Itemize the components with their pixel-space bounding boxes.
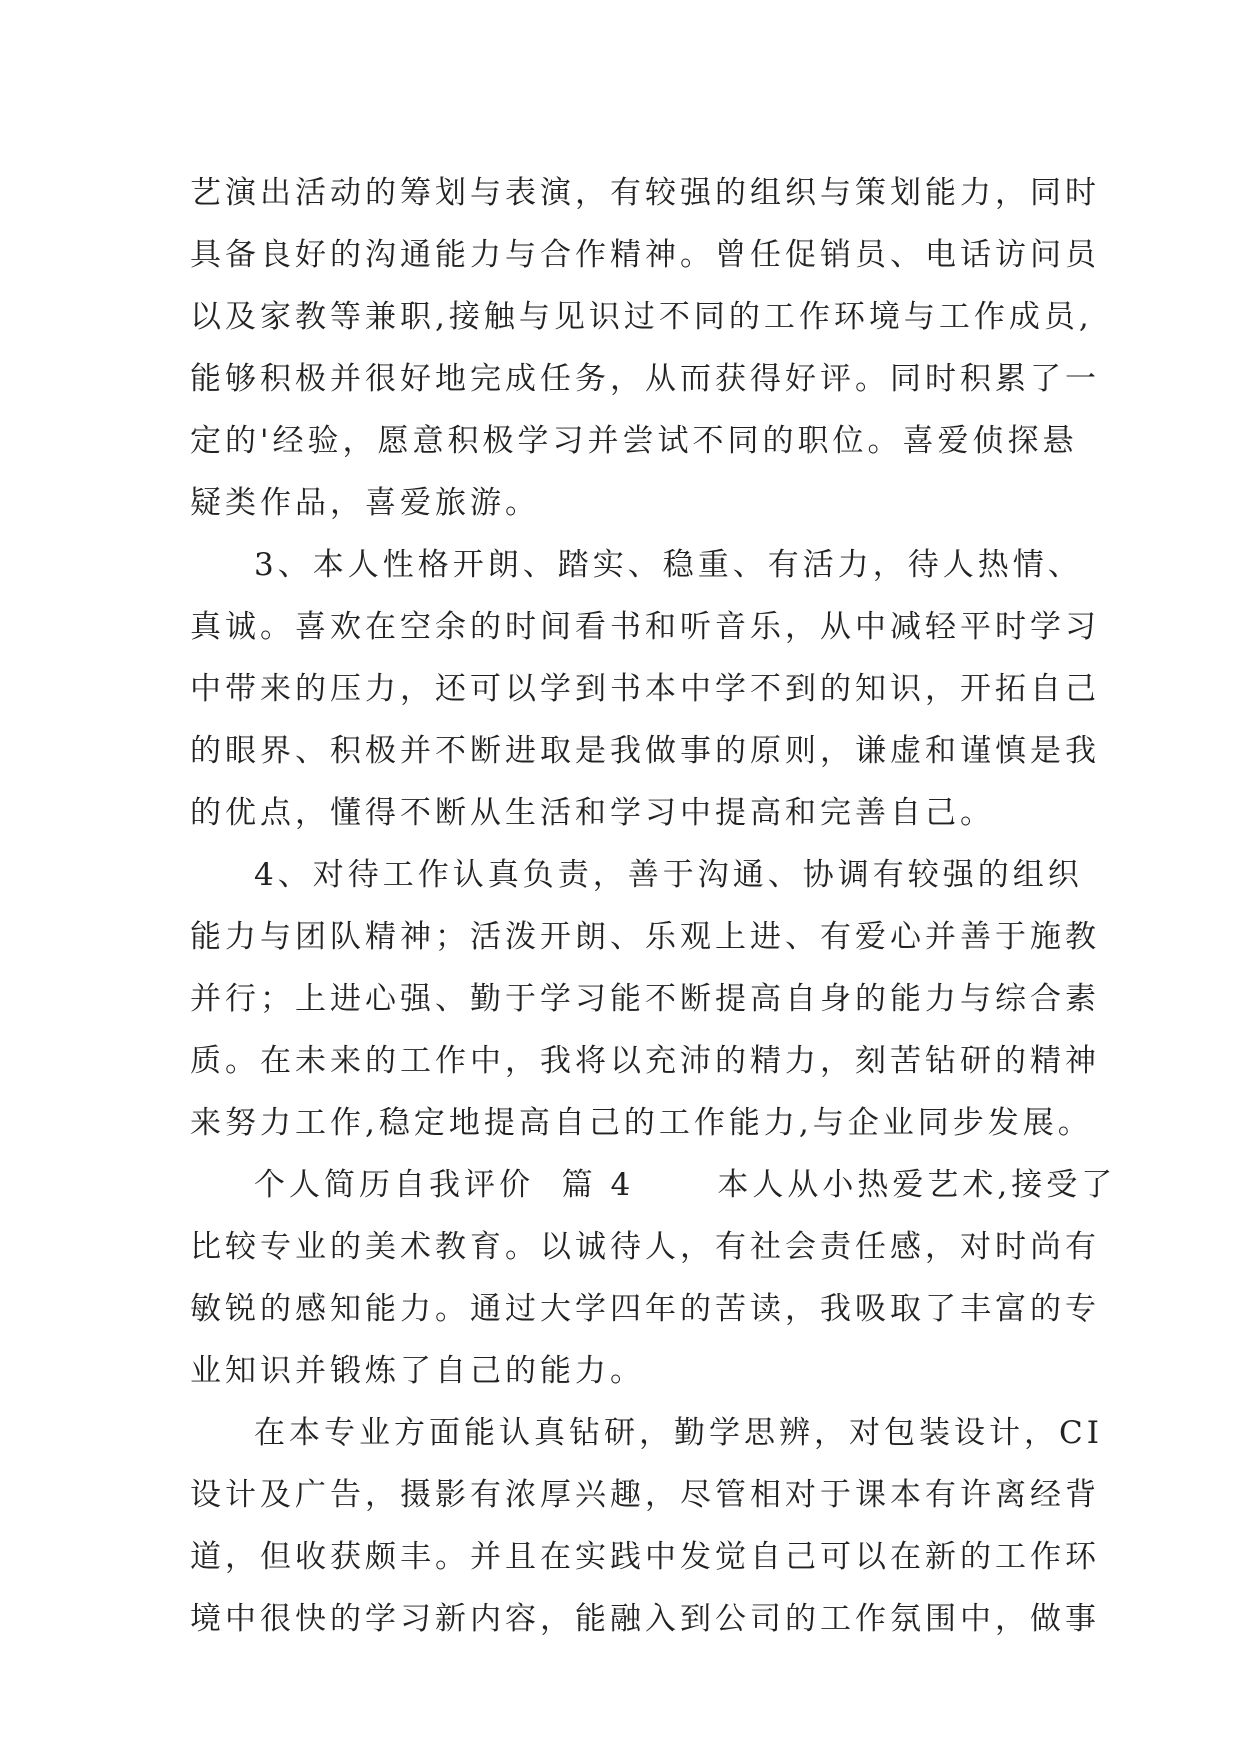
text-line: 敏锐的感知能力。通过大学四年的苦读，我吸取了丰富的专: [190, 1291, 1100, 1327]
text-line: 定的'经验，愿意积极学习并尝试不同的职位。喜爱侦探悬: [190, 423, 1078, 459]
text-line: 境中很快的学习新内容，能融入到公司的工作氛围中，做事: [190, 1601, 1100, 1637]
text-line: 的优点，懂得不断从生活和学习中提高和完善自己。: [190, 795, 995, 831]
text-line: 质。在未来的工作中，我将以充沛的精力，刻苦钻研的精神: [190, 1043, 1100, 1079]
text-line: 能够积极并很好地完成任务，从而获得好评。同时积累了一: [190, 361, 1100, 397]
text-line: 艺演出活动的筹划与表演，有较强的组织与策划能力，同时: [190, 175, 1100, 211]
paragraph-start: 4、对待工作认真负责，善于沟通、协调有较强的组织: [254, 857, 1083, 893]
paragraph-start: 3、本人性格开朗、踏实、稳重、有活力，待人热情、: [254, 547, 1083, 583]
text-line: 的眼界、积极并不断进取是我做事的原则，谦虚和谨慎是我: [190, 733, 1100, 769]
text-line: 能力与团队精神；活泼开朗、乐观上进、有爱心并善于施教: [190, 919, 1100, 955]
text-line: 以及家教等兼职,接触与见识过不同的工作环境与工作成员,: [190, 299, 1093, 335]
text-line: 并行；上进心强、勤于学习能不断提高自身的能力与综合素: [190, 981, 1100, 1017]
text-line: 具备良好的沟通能力与合作精神。曾任促销员、电话访问员: [190, 237, 1100, 273]
text-line: 比较专业的美术教育。以诚待人，有社会责任感，对时尚有: [190, 1229, 1100, 1265]
text-line: 疑类作品，喜爱旅游。: [190, 485, 540, 521]
text-line: 中带来的压力，还可以学到书本中学不到的知识，开拓自己: [190, 671, 1100, 707]
body-text: [190, 162, 1117, 1650]
text-line: 道，但收获颇丰。并且在实践中发觉自己可以在新的工作环: [190, 1539, 1100, 1575]
text-line: 设计及广告，摄影有浓厚兴趣，尽管相对于课本有许离经背: [190, 1477, 1100, 1513]
text-line: 来努力工作,稳定地提高自己的工作能力,与企业同步发展。: [190, 1105, 1093, 1141]
text-line: 真诚。喜欢在空余的时间看书和听音乐，从中减轻平时学习: [190, 609, 1100, 645]
section-heading-line: 个人简历自我评价 篇 4 本人从小热爱艺术,接受了: [254, 1167, 1117, 1203]
text-line: 业知识并锻炼了自己的能力。: [190, 1353, 645, 1389]
paragraph-start: 在本专业方面能认真钻研，勤学思辨，对包装设计，CI: [254, 1415, 1103, 1451]
